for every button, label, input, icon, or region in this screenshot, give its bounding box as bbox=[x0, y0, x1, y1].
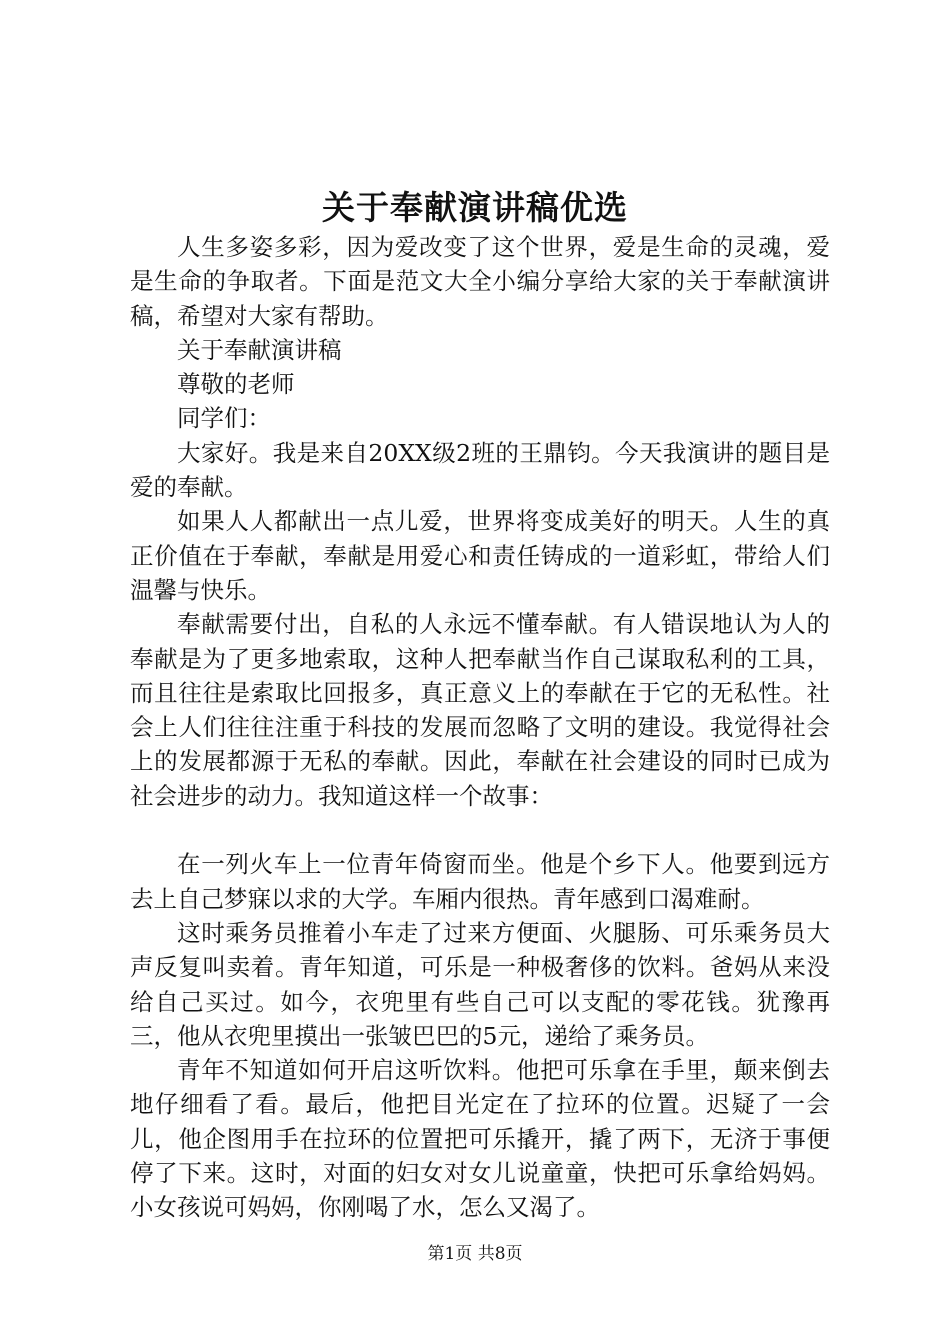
paragraph-greeting: 大家好。我是来自20XX级2班的王鼎钧。今天我演讲的题目是爱的奉献。 bbox=[130, 438, 830, 502]
paragraph-attendant: 这时乘务员推着小车走了过来方便面、火腿肠、可乐乘务员大声反复叫卖着。青年知道，可乐是一种极奢侈的饮料。爸妈从来没给自己买过。如今，衣兜里有些自己可以支配的零花钱。犹豫再三，他从衣兜里摸出一张皱巴巴的5元，递给了乘务员。 bbox=[130, 918, 830, 1050]
document-body bbox=[130, 230, 830, 1225]
paragraph-intro: 人生多姿多彩，因为爱改变了这个世界，爱是生命的灵魂，爱是生命的争取者。下面是范文大全小编分享给大家的关于奉献演讲稿，希望对大家有帮助。 bbox=[130, 233, 830, 330]
document-title: 关于奉献演讲稿优选 bbox=[322, 188, 628, 227]
paragraph-selflessness: 奉献需要付出，自私的人永远不懂奉献。有人错误地认为人的奉献是为了更多地索取，这种人把奉献当作自己谋取私利的工具，而且往往是索取比回报多，真正意义上的奉献在于它的无私性。社会上人们往往注重于科技的发展而忽略了文明的建设。我觉得社会上的发展都源于无私的奉献。因此，奉献在社会建设的同时已成为社会进步的动力。我知道这样一个故事： bbox=[130, 610, 830, 810]
paragraph-speech-heading: 关于奉献演讲稿 bbox=[177, 335, 342, 364]
paragraph-salutation-teacher: 尊敬的老师 bbox=[177, 370, 295, 399]
paragraph-value-of-dedication: 如果人人都献出一点儿爱，世界将变成美好的明天。人生的真正价值在于奉献，奉献是用爱心和责任铸成的一道彩虹，带给人们温馨与快乐。 bbox=[130, 507, 830, 604]
paragraph-train-story: 在一列火车上一位青年倚窗而坐。他是个乡下人。他要到远方去上自己梦寐以求的大学。车厢内很热。青年感到口渴难耐。 bbox=[130, 850, 830, 913]
paragraph-salutation-students: 同学们： bbox=[177, 404, 271, 433]
page-footer: 第1页 共8页 bbox=[427, 1244, 523, 1264]
paragraph-cola-can: 青年不知道如何开启这听饮料。他把可乐拿在手里，颠来倒去地仔细看了看。最后，他把目光定在了拉环的位置。迟疑了一会儿，他企图用手在拉环的位置把可乐撬开，撬了两下，无济于事便停了下来。这时，对面的妇女对女儿说童童，快把可乐拿给妈妈。小女孩说可妈妈，你刚喝了水，怎么又渴了。 bbox=[130, 1056, 830, 1222]
